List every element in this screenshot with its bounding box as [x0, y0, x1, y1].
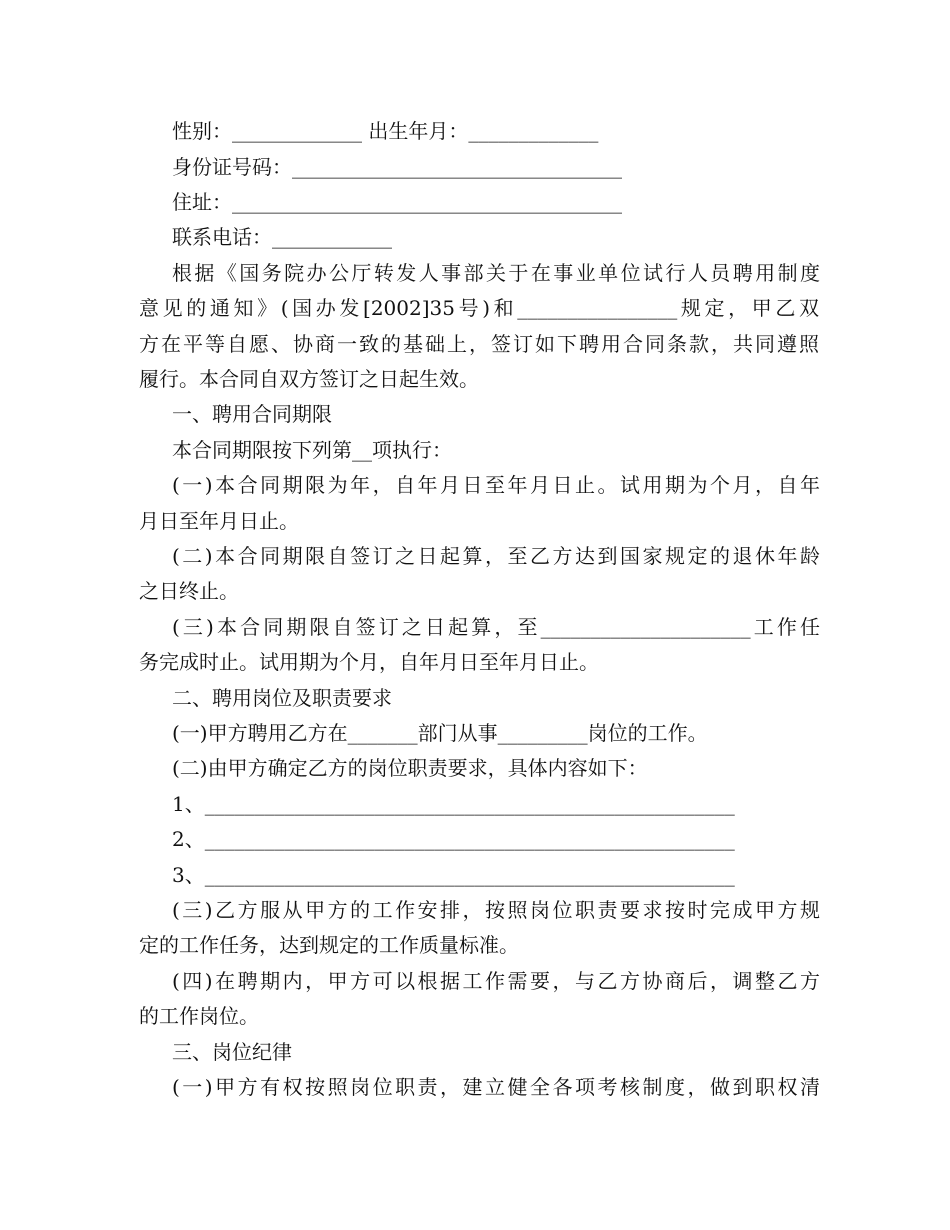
paragraph-line: (四)在聘期内，甲方可以根据工作需要，与乙方协商后，调整乙方 — [172, 969, 820, 993]
paragraph-line: (三)本合同期限自签订之日起算，至_____________________工作任 — [172, 615, 820, 639]
duty-item-1: 1、_____________________________________________________ — [172, 792, 735, 816]
paragraph-line: 方在平等自愿、协商一致的基础上，签订如下聘用合同条款，共同遵照 — [139, 332, 819, 356]
address-line: 住址：_______________________________________ — [172, 190, 622, 214]
phone-line: 联系电话：____________ — [172, 225, 392, 249]
paragraph-line: (三)乙方服从甲方的工作安排，按照岗位职责要求按时完成甲方规 — [172, 898, 820, 922]
paragraph-line: 务完成时止。试用期为个月，自年月日至年月日止。 — [139, 650, 599, 674]
paragraph-line: 月日至年月日止。 — [139, 509, 299, 533]
duty-item-3: 3、_____________________________________________________ — [172, 863, 735, 887]
paragraph-line: (二)由甲方确定乙方的岗位职责要求，具体内容如下： — [172, 756, 648, 780]
section-heading: 一、聘用合同期限 — [172, 402, 332, 426]
paragraph-line: 的工作岗位。 — [139, 1004, 259, 1028]
gender-birth-line: 性别：_____________ 出生年月：_____________ — [172, 119, 599, 143]
paragraph-line: (一)甲方有权按照岗位职责，建立健全各项考核制度，做到职权清 — [172, 1075, 820, 1099]
paragraph-line: 根据《国务院办公厅转发人事部关于在事业单位试行人员聘用制度 — [172, 261, 820, 285]
paragraph-line: 本合同期限按下列第__项执行： — [172, 438, 452, 462]
paragraph-line: 履行。本合同自双方签订之日起生效。 — [139, 367, 479, 391]
paragraph-line: 定的工作任务，达到规定的工作质量标准。 — [139, 933, 519, 957]
section-heading: 三、岗位纪律 — [172, 1040, 292, 1064]
paragraph-line: (一)甲方聘用乙方在_______部门从事_________岗位的工作。 — [172, 721, 708, 745]
paragraph-line: (二)本合同期限自签订之日起算，至乙方达到国家规定的退休年龄 — [172, 544, 820, 568]
paragraph-line: 之日终止。 — [139, 579, 239, 603]
section-heading: 二、聘用岗位及职责要求 — [172, 686, 392, 710]
paragraph-line: (一)本合同期限为年，自年月日至年月日止。试用期为个月，自年 — [172, 473, 820, 497]
duty-item-2: 2、_____________________________________________________ — [172, 827, 735, 851]
id-number-line: 身份证号码：_________________________________ — [172, 155, 622, 179]
paragraph-line: 意见的通知》(国办发[2002]35号)和________________规定，甲乙双 — [139, 296, 819, 320]
